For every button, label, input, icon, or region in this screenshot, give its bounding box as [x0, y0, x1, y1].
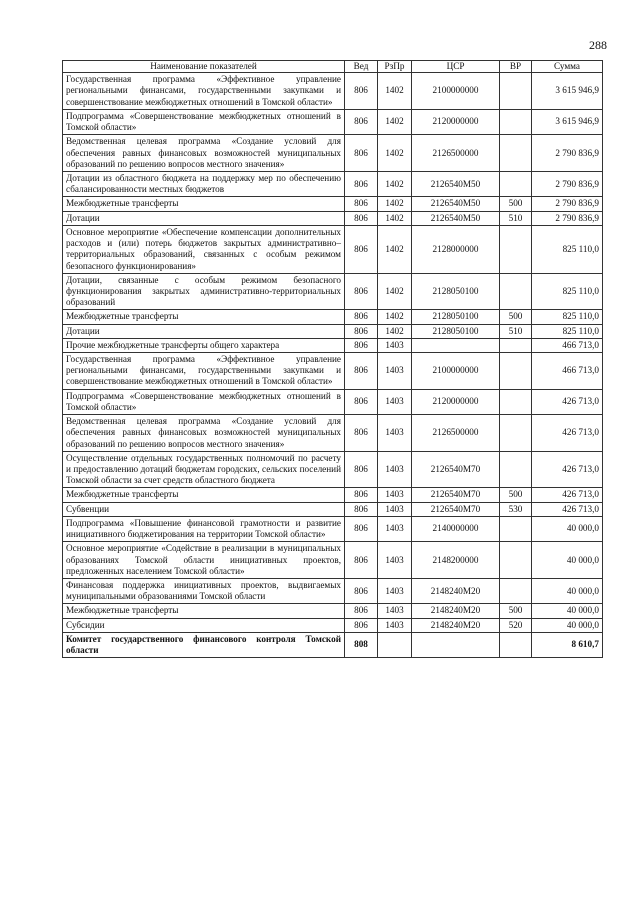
cell-sum: 2 790 836,9	[532, 171, 603, 196]
cell-name: Подпрограмма «Повышение финансовой грамотности и развитие инициативного бюджетирования на территории Томской области»	[63, 516, 345, 541]
cell-rzpr	[378, 632, 412, 657]
cell-rzpr: 1402	[378, 73, 412, 110]
cell-ved: 806	[345, 273, 378, 310]
cell-sum: 40 000,0	[532, 516, 603, 541]
cell-ved: 806	[345, 73, 378, 110]
cell-sum: 825 110,0	[532, 225, 603, 273]
cell-vr	[500, 338, 532, 352]
header-ved: Вед	[345, 61, 378, 73]
cell-csr	[412, 338, 500, 352]
cell-vr	[500, 225, 532, 273]
cell-rzpr: 1403	[378, 451, 412, 488]
cell-name: Дотации	[63, 324, 345, 338]
cell-sum: 825 110,0	[532, 310, 603, 324]
cell-vr	[500, 73, 532, 110]
cell-vr: 510	[500, 211, 532, 225]
cell-vr	[500, 109, 532, 134]
table-row	[63, 389, 603, 414]
cell-csr: 2128050100	[412, 310, 500, 324]
table-row	[63, 197, 603, 211]
cell-vr: 520	[500, 618, 532, 632]
cell-sum: 426 713,0	[532, 389, 603, 414]
cell-sum: 40 000,0	[532, 542, 603, 579]
cell-rzpr: 1402	[378, 225, 412, 273]
cell-vr	[500, 632, 532, 657]
table-row	[63, 502, 603, 516]
cell-vr	[500, 389, 532, 414]
cell-csr: 2120000000	[412, 109, 500, 134]
cell-sum: 40 000,0	[532, 618, 603, 632]
cell-ved: 806	[345, 618, 378, 632]
table-row	[63, 516, 603, 541]
cell-ved: 806	[345, 451, 378, 488]
cell-rzpr: 1402	[378, 273, 412, 310]
table-header-row	[63, 61, 603, 73]
table-row	[63, 73, 603, 110]
table-row	[63, 618, 603, 632]
table-row	[63, 310, 603, 324]
cell-ved: 808	[345, 632, 378, 657]
cell-ved: 806	[345, 604, 378, 618]
cell-sum: 40 000,0	[532, 604, 603, 618]
cell-ved: 806	[345, 324, 378, 338]
cell-rzpr: 1403	[378, 415, 412, 452]
cell-rzpr: 1402	[378, 109, 412, 134]
cell-rzpr: 1403	[378, 338, 412, 352]
cell-ved: 806	[345, 338, 378, 352]
cell-name: Дотации из областного бюджета на поддержку мер по обеспечению сбалансированности местных бюджетов	[63, 171, 345, 196]
cell-sum: 3 615 946,9	[532, 109, 603, 134]
cell-name: Подпрограмма «Совершенствование межбюджетных отношений в Томской области»	[63, 389, 345, 414]
cell-name: Межбюджетные трансферты	[63, 604, 345, 618]
cell-csr: 2120000000	[412, 389, 500, 414]
table-row	[63, 578, 603, 603]
cell-rzpr: 1403	[378, 353, 412, 390]
table-row	[63, 211, 603, 225]
cell-vr	[500, 273, 532, 310]
cell-sum: 426 713,0	[532, 488, 603, 502]
cell-vr: 500	[500, 197, 532, 211]
cell-name: Ведомственная целевая программа «Создание условий для обеспечения равных финансовых возможностей муниципальных образований по решению вопросов местного значения»	[63, 415, 345, 452]
cell-vr	[500, 171, 532, 196]
cell-csr: 2126500000	[412, 135, 500, 172]
cell-vr	[500, 542, 532, 579]
cell-rzpr: 1403	[378, 516, 412, 541]
cell-csr: 2126540M70	[412, 451, 500, 488]
cell-vr	[500, 415, 532, 452]
cell-sum: 466 713,0	[532, 353, 603, 390]
cell-csr: 2126540M50	[412, 171, 500, 196]
cell-csr: 2140000000	[412, 516, 500, 541]
cell-name: Прочие межбюджетные трансферты общего характера	[63, 338, 345, 352]
cell-ved: 806	[345, 310, 378, 324]
cell-ved: 806	[345, 135, 378, 172]
cell-rzpr: 1402	[378, 310, 412, 324]
cell-csr: 2100000000	[412, 353, 500, 390]
cell-ved: 806	[345, 171, 378, 196]
cell-vr: 500	[500, 310, 532, 324]
cell-ved: 806	[345, 502, 378, 516]
cell-rzpr: 1403	[378, 389, 412, 414]
cell-ved: 806	[345, 516, 378, 541]
cell-csr: 2126540M70	[412, 488, 500, 502]
cell-vr	[500, 353, 532, 390]
header-csr: ЦСР	[412, 61, 500, 73]
cell-name: Дотации	[63, 211, 345, 225]
cell-csr: 2148240M20	[412, 578, 500, 603]
cell-sum: 40 000,0	[532, 578, 603, 603]
cell-ved: 806	[345, 542, 378, 579]
cell-rzpr: 1402	[378, 324, 412, 338]
cell-vr	[500, 451, 532, 488]
cell-name: Дотации, связанные с особым режимом безопасного функционирования закрытых административно-территориальных образований	[63, 273, 345, 310]
cell-ved: 806	[345, 415, 378, 452]
cell-sum: 466 713,0	[532, 338, 603, 352]
cell-vr	[500, 578, 532, 603]
cell-ved: 806	[345, 578, 378, 603]
header-name: Наименование показателей	[63, 61, 345, 73]
cell-ved: 806	[345, 225, 378, 273]
cell-sum: 825 110,0	[532, 324, 603, 338]
page-number: 288	[589, 38, 607, 52]
cell-csr: 2126540M50	[412, 197, 500, 211]
table-row	[63, 604, 603, 618]
table-row	[63, 273, 603, 310]
cell-sum: 426 713,0	[532, 451, 603, 488]
cell-vr: 510	[500, 324, 532, 338]
cell-name: Финансовая поддержка инициативных проектов, выдвигаемых муниципальными образованиями Томской области	[63, 578, 345, 603]
budget-table	[62, 60, 603, 658]
cell-sum: 2 790 836,9	[532, 135, 603, 172]
cell-sum: 2 790 836,9	[532, 211, 603, 225]
cell-name: Субсидии	[63, 618, 345, 632]
table-body	[63, 73, 603, 658]
cell-ved: 806	[345, 389, 378, 414]
table-row	[63, 109, 603, 134]
cell-rzpr: 1402	[378, 197, 412, 211]
cell-name: Государственная программа «Эффективное управление региональными финансами, государственными закупками и совершенствование межбюджетных отношений в Томской области»	[63, 73, 345, 110]
table-row	[63, 488, 603, 502]
cell-ved: 806	[345, 211, 378, 225]
cell-name: Комитет государственного финансового контроля Томской области	[63, 632, 345, 657]
cell-vr	[500, 135, 532, 172]
cell-sum: 426 713,0	[532, 415, 603, 452]
cell-name: Основное мероприятие «Содействие в реализации в муниципальных образованиях Томской области инициативных проектов, предложенных населением Томской области»	[63, 542, 345, 579]
cell-vr: 500	[500, 604, 532, 618]
cell-rzpr: 1402	[378, 135, 412, 172]
table-row	[63, 225, 603, 273]
table-row	[63, 324, 603, 338]
cell-csr: 2100000000	[412, 73, 500, 110]
table-row	[63, 451, 603, 488]
cell-vr: 530	[500, 502, 532, 516]
cell-vr	[500, 516, 532, 541]
cell-sum: 8 610,7	[532, 632, 603, 657]
cell-sum: 426 713,0	[532, 502, 603, 516]
cell-name: Ведомственная целевая программа «Создание условий для обеспечения равных финансовых возможностей муниципальных образований по решению вопросов местного значения»	[63, 135, 345, 172]
table-row	[63, 542, 603, 579]
header-vr: ВР	[500, 61, 532, 73]
table-row	[63, 353, 603, 390]
cell-name: Государственная программа «Эффективное управление региональными финансами, государственными закупками и совершенствование межбюджетных отношений в Томской области»	[63, 353, 345, 390]
cell-csr: 2128000000	[412, 225, 500, 273]
cell-csr: 2128050100	[412, 324, 500, 338]
cell-rzpr: 1403	[378, 578, 412, 603]
cell-rzpr: 1403	[378, 604, 412, 618]
cell-sum: 3 615 946,9	[532, 73, 603, 110]
cell-sum: 825 110,0	[532, 273, 603, 310]
cell-name: Субвенции	[63, 502, 345, 516]
cell-csr: 2126500000	[412, 415, 500, 452]
table-row	[63, 135, 603, 172]
cell-rzpr: 1403	[378, 542, 412, 579]
cell-csr: 2148200000	[412, 542, 500, 579]
cell-csr: 2148240M20	[412, 618, 500, 632]
header-rzpr: РзПр	[378, 61, 412, 73]
cell-ved: 806	[345, 353, 378, 390]
cell-name: Межбюджетные трансферты	[63, 488, 345, 502]
table-row	[63, 171, 603, 196]
cell-ved: 806	[345, 488, 378, 502]
cell-csr: 2128050100	[412, 273, 500, 310]
cell-vr: 500	[500, 488, 532, 502]
cell-csr	[412, 632, 500, 657]
cell-sum: 2 790 836,9	[532, 197, 603, 211]
table-row	[63, 632, 603, 657]
cell-rzpr: 1403	[378, 618, 412, 632]
cell-csr: 2126540M50	[412, 211, 500, 225]
cell-name: Межбюджетные трансферты	[63, 197, 345, 211]
cell-name: Межбюджетные трансферты	[63, 310, 345, 324]
header-sum: Сумма	[532, 61, 603, 73]
cell-rzpr: 1402	[378, 171, 412, 196]
cell-name: Основное мероприятие «Обеспечение компенсации дополнительных расходов и (или) потерь бюджетов закрытых административно–территориальных образований, связанных с особым режимом безопасного функционирования»	[63, 225, 345, 273]
cell-name: Подпрограмма «Совершенствование межбюджетных отношений в Томской области»	[63, 109, 345, 134]
cell-ved: 806	[345, 197, 378, 211]
table-row	[63, 415, 603, 452]
cell-ved: 806	[345, 109, 378, 134]
cell-name: Осуществление отдельных государственных полномочий по расчету и предоставлению дотаций бюджетам городских, сельских поселений Томской области за счет средств областного бюджета	[63, 451, 345, 488]
cell-csr: 2126540M70	[412, 502, 500, 516]
cell-rzpr: 1403	[378, 502, 412, 516]
table-row	[63, 338, 603, 352]
cell-rzpr: 1402	[378, 211, 412, 225]
cell-csr: 2148240M20	[412, 604, 500, 618]
cell-rzpr: 1403	[378, 488, 412, 502]
